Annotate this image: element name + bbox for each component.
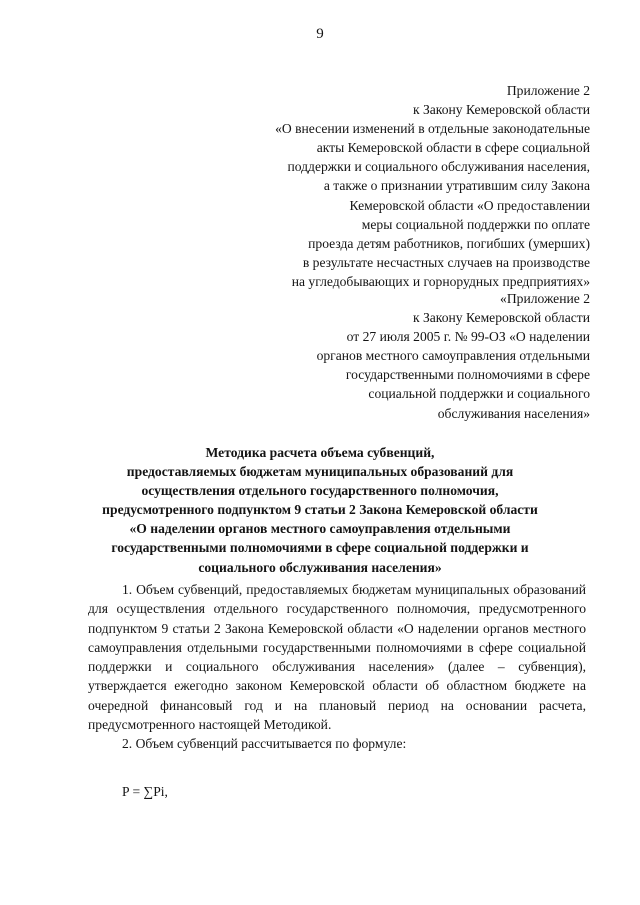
appendix-line: социальной поддержки и социального (368, 386, 590, 402)
appendix-header-quoted (317, 289, 590, 423)
title-line: предоставляемых бюджетам муниципальных образований для (126, 464, 514, 480)
appendix-line: меры социальной поддержки по оплате (361, 216, 590, 232)
title-line: предусмотренного подпунктом 9 статьи 2 Закона Кемеровской области (102, 502, 538, 518)
title-line: «О наделении органов местного самоуправления отдельными (129, 521, 511, 537)
title-line: Методика расчета объема субвенций, (205, 445, 435, 460)
appendix-line: «О внесении изменений в отдельные законодательные (275, 121, 590, 137)
paragraph-1: 1. Объем субвенций, предоставляемых бюджетам муниципальных образований для осуществления отдельного государственного полномочия, предусмотренного подпунктом 9 статьи 2 Закона Кемеровской области «О наделении органов местного самоуправления отдельными государственными полномочиями в сфере социальной поддержки и социального обслуживания населения» (далее – субвенция), утверждается ежегодно законом Кемеровской области об областном бюджете на очередной финансовый год и на плановый период на основании расчета, предусмотренного настоящей Методикой. (88, 582, 586, 733)
title-line: осуществления отдельного государственного полномочия, (141, 483, 499, 499)
appendix-line: от 27 июля 2005 г. № 99-ОЗ «О наделении (346, 329, 590, 345)
appendix-line: на угледобывающих и горнорудных предприятиях» (291, 273, 590, 289)
appendix-line: к Закону Кемеровской области (412, 310, 590, 326)
appendix-line: а также о признании утратившим силу Закона (323, 178, 590, 194)
title-line: социального обслуживания населения» (198, 559, 442, 575)
page-number: 9 (316, 26, 324, 42)
formula: P = ∑Pi, (122, 783, 168, 799)
appendix-line: Приложение 2 (506, 83, 590, 98)
appendix-line: «Приложение 2 (500, 291, 590, 306)
appendix-line: проезда детям работников, погибших (умерших) (308, 235, 590, 251)
methodology-title (0, 443, 640, 577)
appendix-line: обслуживания населения» (437, 405, 590, 421)
appendix-line: акты Кемеровской области в сфере социальной (316, 140, 590, 156)
appendix-header-current (275, 81, 590, 291)
paragraph-2: 2. Объем субвенций рассчитывается по формуле: (122, 736, 407, 752)
appendix-line: поддержки и социального обслуживания населения, (287, 159, 590, 175)
appendix-line: Кемеровской области «О предоставлении (349, 197, 590, 213)
title-line: государственными полномочиями в сфере социальной поддержки и (111, 540, 529, 556)
appendix-line: в результате несчастных случаев на производстве (302, 254, 590, 270)
appendix-line: органов местного самоуправления отдельными (316, 348, 590, 364)
appendix-line: к Закону Кемеровской области (412, 102, 590, 118)
document-body (88, 580, 586, 801)
appendix-line: государственными полномочиями в сфере (345, 367, 590, 383)
